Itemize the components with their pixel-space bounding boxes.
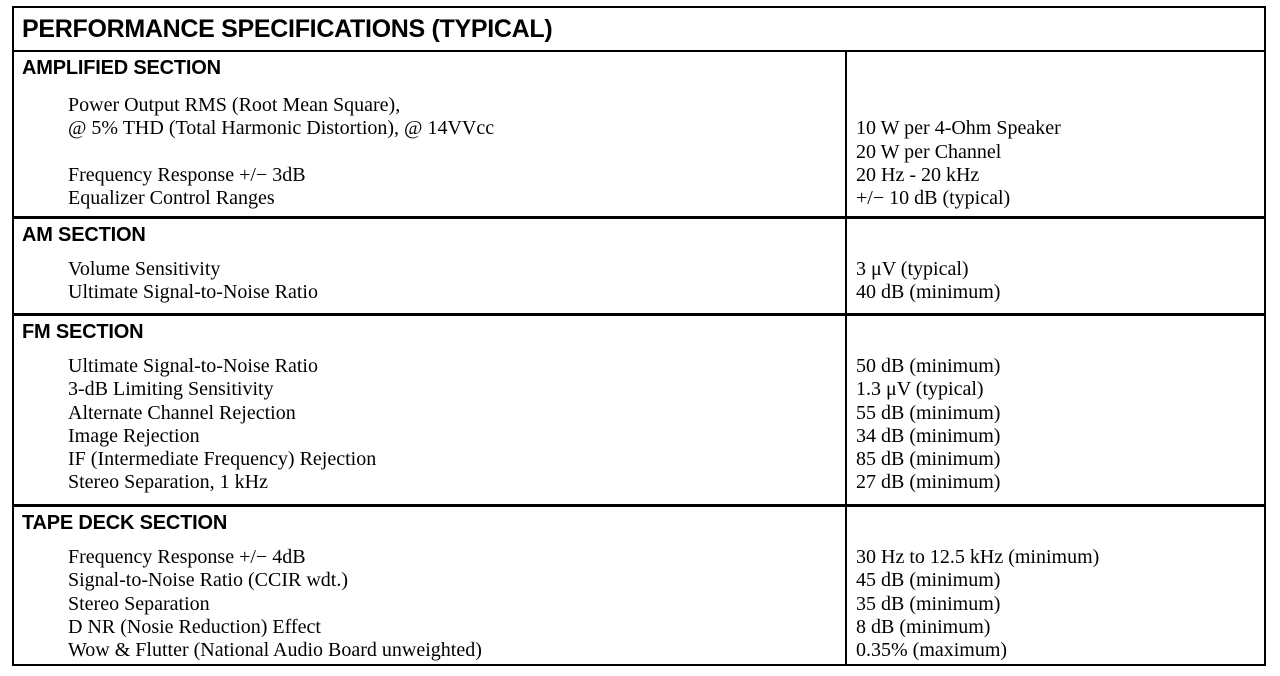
spec-label: @ 5% THD (Total Harmonic Distortion), @ 14VVcc: [68, 117, 495, 140]
spec-row: [14, 448, 1264, 471]
spec-row: [14, 281, 1264, 304]
spec-value: +/− 10 dB (typical): [856, 187, 1011, 210]
spec-label: D NR (Nosie Reduction) Effect: [68, 615, 321, 638]
spec-row: [14, 593, 1264, 616]
spec-row: [14, 546, 1264, 569]
spec-row: [14, 141, 1264, 164]
spec-row: [14, 117, 1264, 140]
section-amplified: [14, 52, 1264, 219]
spec-value: 45 dB (minimum): [856, 569, 1001, 592]
spec-label: Volume Sensitivity: [68, 258, 221, 280]
spec-row: [14, 164, 1264, 187]
spec-value: 50 dB (minimum): [856, 355, 1001, 377]
spec-value: 3 μV (typical): [856, 258, 969, 280]
spec-row: [14, 258, 1264, 281]
spec-row: [14, 425, 1264, 448]
section-fm: [14, 316, 1264, 507]
section-heading: AM SECTION: [22, 224, 146, 246]
spec-row: [14, 402, 1264, 425]
spec-row: [14, 355, 1264, 378]
spec-row: [14, 94, 1264, 117]
spec-label: 3-dB Limiting Sensitivity: [68, 378, 274, 401]
spec-label: Power Output RMS (Root Mean Square),: [68, 94, 401, 116]
spec-value: 35 dB (minimum): [856, 592, 1001, 615]
spec-label: Alternate Channel Rejection: [68, 401, 296, 424]
spec-row: [14, 187, 1264, 210]
section-heading: AMPLIFIED SECTION: [22, 57, 221, 79]
spec-label: Ultimate Signal-to-Noise Ratio: [68, 281, 318, 304]
spec-label: Stereo Separation: [68, 592, 210, 615]
spec-label: Signal-to-Noise Ratio (CCIR wdt.): [68, 569, 348, 592]
spec-value: 30 Hz to 12.5 kHz (minimum): [856, 546, 1100, 568]
spec-value: 10 W per 4-Ohm Speaker: [856, 117, 1061, 140]
spec-label: Ultimate Signal-to-Noise Ratio: [68, 355, 318, 377]
spec-row: [14, 569, 1264, 592]
spec-value: 0.35% (maximum): [856, 639, 1008, 662]
section-heading: FM SECTION: [22, 321, 144, 343]
spec-value: 20 W per Channel: [856, 140, 1002, 163]
spec-label: Frequency Response +/− 4dB: [68, 546, 306, 568]
spec-table: [12, 6, 1266, 666]
spec-label: Stereo Separation, 1 kHz: [68, 471, 268, 494]
spec-label: Wow & Flutter (National Audio Board unweighted): [68, 639, 482, 662]
section-am: [14, 219, 1264, 316]
spec-label: IF (Intermediate Frequency) Rejection: [68, 448, 377, 471]
spec-value: 20 Hz - 20 kHz: [856, 163, 980, 186]
section-tape-deck: [14, 507, 1264, 664]
column-divider: [845, 52, 847, 664]
spec-value: 85 dB (minimum): [856, 448, 1001, 471]
page-title: PERFORMANCE SPECIFICATIONS (TYPICAL): [14, 8, 1264, 52]
spec-row: [14, 639, 1264, 662]
spec-value: 1.3 μV (typical): [856, 378, 984, 401]
spec-label: Frequency Response +/− 3dB: [68, 163, 306, 186]
spec-row: [14, 378, 1264, 401]
section-heading: TAPE DECK SECTION: [22, 512, 228, 534]
spec-label: Equalizer Control Ranges: [68, 187, 275, 210]
spec-value: 55 dB (minimum): [856, 401, 1001, 424]
spec-value: 8 dB (minimum): [856, 615, 991, 638]
spec-row: [14, 471, 1264, 494]
spec-row: [14, 616, 1264, 639]
spec-value: 27 dB (minimum): [856, 471, 1001, 494]
spec-label: Image Rejection: [68, 424, 200, 447]
spec-value: 40 dB (minimum): [856, 281, 1001, 304]
spec-value: 34 dB (minimum): [856, 424, 1001, 447]
